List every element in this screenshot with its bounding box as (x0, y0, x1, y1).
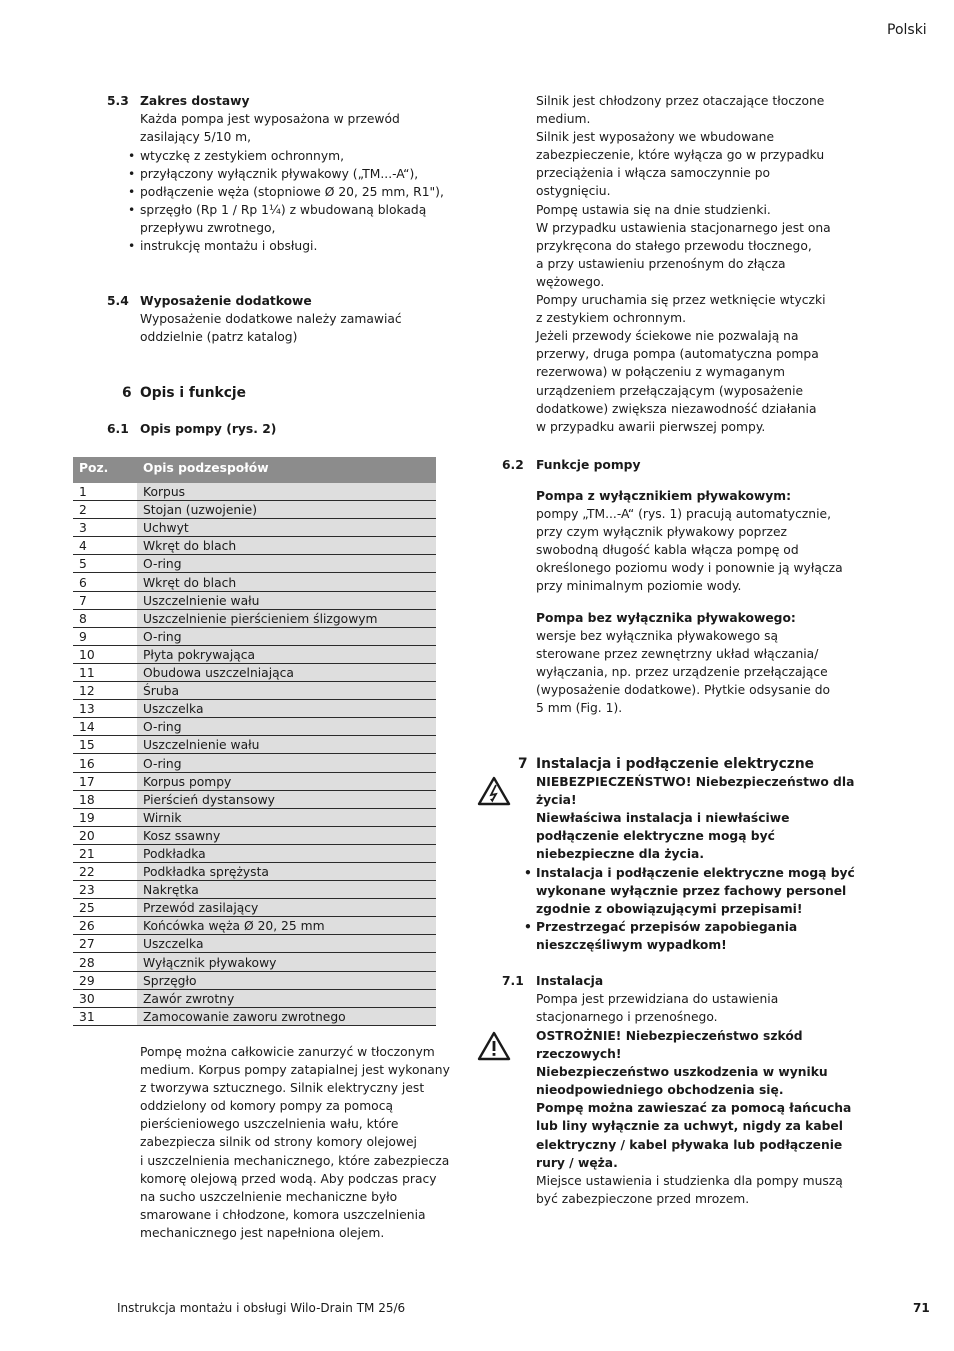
table-header-row (73, 457, 436, 483)
text-line: Każda pompa jest wyposażona w przewód (140, 112, 400, 126)
table-row (73, 989, 436, 1007)
chapter-7-number: 7 (518, 756, 528, 772)
cell-position: 1 (73, 483, 137, 501)
text-line: rezerwowa) w połączeniu z wymaganym (536, 365, 785, 380)
cell-position: 2 (73, 501, 137, 519)
cell-description: Wkręt do blach (137, 573, 436, 591)
text-line: pompy „TM...-A“ (rys. 1) pracują automatycznie, (536, 507, 831, 521)
cell-position: 21 (73, 844, 137, 862)
text-line: Pompy uruchamia się przez wetknięcie wtyczki (536, 293, 826, 308)
cell-position: 5 (73, 555, 137, 573)
footer-title: Instrukcja montażu i obsługi Wilo-Drain TM 25/6 (117, 1301, 406, 1315)
motor-description (536, 92, 831, 436)
text-line: medium. (536, 112, 591, 127)
cell-position: 28 (73, 953, 137, 971)
cell-position: 19 (73, 808, 137, 826)
text-line: oddzielony od komory pompy za pomocą (140, 1099, 394, 1114)
section-5-3-list (140, 147, 444, 256)
cell-position: 6 (73, 573, 137, 591)
cell-description: Uszczelka (137, 700, 436, 718)
table-row (73, 718, 436, 736)
text-line: rury / węża. (536, 1155, 618, 1170)
cell-description: Uszczelka (137, 935, 436, 953)
table-row (73, 591, 436, 609)
table-row (73, 519, 436, 537)
table-row (73, 555, 436, 573)
cell-description: Stojan (uzwojenie) (137, 501, 436, 519)
caution-warning-text (536, 1027, 851, 1172)
text-line: z zestykiem ochronnym. (536, 311, 687, 326)
parts-table (73, 457, 436, 1026)
page-number: 71 (913, 1301, 930, 1315)
text-line: 5 mm (Fig. 1). (536, 701, 623, 716)
table-row (73, 808, 436, 826)
text-line: przerwy, druga pompa (automatyczna pompa (536, 347, 819, 362)
table-row (73, 881, 436, 899)
table-row (73, 645, 436, 663)
frost-protection-text (536, 1172, 843, 1208)
chapter-6-title: Opis i funkcje (140, 385, 246, 401)
text-line: Pompę można całkowicie zanurzyć w tłoczonym (140, 1045, 435, 1059)
cell-description: Uszczelnienie pierścieniem ślizgowym (137, 609, 436, 627)
cell-position: 25 (73, 899, 137, 917)
cell-description: Płyta pokrywająca (137, 645, 436, 663)
cell-description: Zamocowanie zaworu zwrotnego (137, 1007, 436, 1025)
float-switch-text (536, 505, 843, 595)
cell-position: 8 (73, 609, 137, 627)
table-row (73, 953, 436, 971)
column-header-desc: Opis podzespołów (137, 457, 436, 483)
text-line: dodatkowe) zwiększa niezawodność działania (536, 401, 817, 416)
text-line: komorę olejową przed wodą. Aby podczas pracy (140, 1171, 437, 1186)
text-line: nieodpowiedniego obchodzenia się. (536, 1083, 784, 1098)
text-line: Pompa jest przewidziana do ustawienia (536, 992, 779, 1006)
cell-description: Korpus pompy (137, 772, 436, 790)
no-float-switch-subtitle: Pompa bez wyłącznika pływakowego: (536, 611, 796, 625)
cell-description: O-ring (137, 555, 436, 573)
cell-description: Sprzęgło (137, 971, 436, 989)
section-5-4-text (140, 310, 402, 346)
text-line: lub liny wyłącznie za uchwyt, nigdy za kabel (536, 1119, 843, 1134)
text-line: i uszczelnienia mechanicznego, które zabezpiecza (140, 1153, 450, 1168)
table-row (73, 573, 436, 591)
cell-description: Wyłącznik pływakowy (137, 953, 436, 971)
cell-description: Przewód zasilający (137, 899, 436, 917)
text-line: wersje bez wyłącznika pływakowego są (536, 629, 779, 643)
text-line: z tworzywa sztucznego. Silnik elektryczny jest (140, 1081, 425, 1096)
cell-description: Uszczelnienie wału (137, 736, 436, 754)
text-line: przy minimalnym poziomie wody. (536, 579, 742, 594)
cell-position: 15 (73, 736, 137, 754)
cell-position: 31 (73, 1007, 137, 1025)
list-item: • wtyczkę z zestykiem ochronnym, (140, 147, 444, 165)
text-line: urządzeniem przełączającym (wyposażenie (536, 383, 804, 398)
cell-position: 26 (73, 917, 137, 935)
text-line: swobodną długość kabla włącza pompę od (536, 543, 799, 558)
table-row (73, 971, 436, 989)
cell-description: Końcówka węża Ø 20, 25 mm (137, 917, 436, 935)
text-line: Miejsce ustawienia i studzienka dla pompy muszą (536, 1174, 843, 1188)
text-line: zabezpiecza silnik od strony komory olejowej (140, 1135, 417, 1150)
text-line: przykręcona do stałego przewodu tłocznego, (536, 238, 812, 253)
cell-position: 27 (73, 935, 137, 953)
cell-description: Wirnik (137, 808, 436, 826)
cell-position: 11 (73, 663, 137, 681)
table-row (73, 772, 436, 790)
cell-description: Zawór zwrotny (137, 989, 436, 1007)
text-line: określonego poziomu wody i ponownie ją wyłącza (536, 561, 843, 576)
text-line: rzeczowych! (536, 1047, 622, 1062)
cell-description: Śruba (137, 682, 436, 700)
text-line: NIEBEZPIECZEŃSTWO! Niebezpieczeństwo dla (536, 775, 855, 789)
cell-description: Podkładka (137, 844, 436, 862)
text-line: Pompę ustawia się na dnie studzienki. (536, 202, 771, 217)
section-7-1-text (536, 990, 778, 1026)
table-row (73, 700, 436, 718)
table-row (73, 663, 436, 681)
section-5-4-title: Wyposażenie dodatkowe (140, 294, 312, 308)
text-line: Silnik jest chłodzony przez otaczające tłoczone (536, 94, 825, 108)
text-line: podłączenie elektryczne mogą być (536, 829, 775, 844)
cell-position: 30 (73, 989, 137, 1007)
text-line: W przypadku ustawienia stacjonarnego jest ona (536, 220, 831, 235)
text-line: wyłączania, np. przez urządzenie przełączające (536, 665, 828, 680)
cell-description: Pierścień dystansowy (137, 790, 436, 808)
list-item: • podłączenie węża (stopniowe Ø 20, 25 mm, R1"), (140, 183, 444, 201)
section-5-3-intro (140, 110, 400, 146)
text-line: Wyposażenie dodatkowe należy zamawiać (140, 312, 402, 326)
table-row (73, 754, 436, 772)
text-line: mechanicznego jest napełniona olejem. (140, 1225, 385, 1240)
cell-position: 12 (73, 682, 137, 700)
text-line: • Instalacja i podłączenie elektryczne mogą być (536, 866, 855, 880)
cell-position: 23 (73, 881, 137, 899)
text-line: a przy ustawieniu przenośnym do złącza (536, 256, 786, 271)
column-header-pos: Poz. (73, 457, 137, 483)
electrical-danger-icon (477, 776, 511, 806)
list-item: • przyłączony wyłącznik pływakowy („TM...-A“), (140, 165, 444, 183)
text-line: zasilający 5/10 m, (140, 130, 252, 145)
text-line: ostygnięciu. (536, 184, 611, 199)
text-line: Pompę można zawieszać za pomocą łańcucha (536, 1101, 852, 1116)
cell-description: Kosz ssawny (137, 826, 436, 844)
table-row (73, 736, 436, 754)
no-float-switch-text (536, 627, 830, 717)
section-5-4-number: 5.4 (107, 294, 129, 308)
text-line: zgodnie z obowiązującymi przepisami! (536, 902, 803, 917)
table-row (73, 899, 436, 917)
section-6-2-number: 6.2 (502, 458, 524, 472)
cell-position: 17 (73, 772, 137, 790)
cell-description: O-ring (137, 754, 436, 772)
cell-description: Uszczelnienie wału (137, 591, 436, 609)
section-6-2-title: Funkcje pompy (536, 458, 641, 472)
text-line: smarowane i chłodzone, komora uszczelnienia (140, 1207, 426, 1222)
table-row (73, 935, 436, 953)
cell-description: Obudowa uszczelniająca (137, 663, 436, 681)
text-line: Jeżeli przewody ściekowe nie pozwalają na (536, 329, 799, 344)
text-line: na sucho uszczelnienie mechaniczne było (140, 1189, 398, 1204)
cell-description: Korpus (137, 483, 436, 501)
table-row (73, 627, 436, 645)
text-line: przy czym wyłącznik pływakowy poprzez (536, 525, 787, 540)
list-item-continuation: przepływu zwrotnego, (140, 221, 276, 236)
table-row (73, 609, 436, 627)
cell-position: 7 (73, 591, 137, 609)
text-line: w przypadku awarii pierwszej pompy. (536, 419, 766, 434)
danger-bullet-list (536, 864, 855, 954)
cell-position: 22 (73, 862, 137, 880)
cell-description: Wkręt do blach (137, 537, 436, 555)
table-row (73, 1007, 436, 1025)
text-line: Niewłaściwa instalacja i niewłaściwe (536, 811, 790, 826)
table-row (73, 483, 436, 501)
cell-position: 16 (73, 754, 137, 772)
text-line: być zabezpieczone przed mrozem. (536, 1192, 750, 1207)
cell-position: 20 (73, 826, 137, 844)
text-line: przeciążenia i włącza samoczynnie po (536, 166, 771, 181)
text-line: Niebezpieczeństwo uszkodzenia w wyniku (536, 1065, 828, 1080)
text-line: wężowego. (536, 274, 605, 289)
danger-warning-text (536, 773, 854, 863)
text-line: zabezpieczenie, które wyłącza go w przypadku (536, 148, 825, 163)
cell-position: 14 (73, 718, 137, 736)
cell-description: O-ring (137, 718, 436, 736)
table-row (73, 826, 436, 844)
text-line: • Przestrzegać przepisów zapobiegania (536, 920, 798, 935)
section-5-3-number: 5.3 (107, 94, 129, 108)
cell-description: Podkładka sprężysta (137, 862, 436, 880)
table-row (73, 537, 436, 555)
section-6-1-title: Opis pompy (rys. 2) (140, 422, 277, 436)
float-switch-subtitle: Pompa z wyłącznikiem pływakowym: (536, 489, 792, 503)
chapter-7-title: Instalacja i podłączenie elektryczne (536, 756, 815, 772)
text-line: stacjonarnego i przenośnego. (536, 1010, 718, 1025)
chapter-6-number: 6 (122, 385, 132, 401)
cell-position: 13 (73, 700, 137, 718)
list-item: • instrukcję montażu i obsługi. (140, 237, 444, 255)
table-row (73, 862, 436, 880)
cell-position: 9 (73, 627, 137, 645)
language-label: Polski (887, 22, 927, 38)
caution-icon (477, 1031, 511, 1061)
list-item (536, 918, 855, 954)
text-line: Silnik jest wyposażony we wbudowane (536, 130, 775, 145)
section-7-1-title: Instalacja (536, 974, 604, 988)
text-line: elektryczny / kabel pływaka lub podłączenie (536, 1137, 843, 1152)
cell-position: 10 (73, 645, 137, 663)
cell-description: Uchwyt (137, 519, 436, 537)
text-line: wykonane wyłącznie przez fachowy personel (536, 884, 847, 899)
cell-description: Nakrętka (137, 881, 436, 899)
section-7-1-number: 7.1 (502, 974, 524, 988)
text-line: OSTROŻNIE! Niebezpieczeństwo szkód (536, 1029, 803, 1043)
list-item: • sprzęgło (Rp 1 / Rp 1¼) z wbudowaną blokadą (140, 201, 444, 219)
pump-description (140, 1043, 450, 1242)
table-row (73, 844, 436, 862)
cell-description: O-ring (137, 627, 436, 645)
cell-position: 4 (73, 537, 137, 555)
text-line: medium. Korpus pompy zatapialnej jest wykonany (140, 1063, 450, 1078)
section-6-1-number: 6.1 (107, 422, 129, 436)
text-line: nieszczęśliwym wypadkom! (536, 938, 727, 953)
table-row (73, 790, 436, 808)
cell-position: 29 (73, 971, 137, 989)
list-item (536, 864, 855, 918)
parts-table-body (73, 483, 436, 1025)
text-line: pierścieniowego uszczelnienia wału, które (140, 1117, 399, 1132)
section-5-3-title: Zakres dostawy (140, 94, 250, 108)
table-row (73, 917, 436, 935)
text-line: oddzielnie (patrz katalog) (140, 330, 298, 345)
cell-position: 18 (73, 790, 137, 808)
text-line: życia! (536, 793, 577, 808)
text-line: niebezpieczne dla życia. (536, 847, 705, 862)
text-line: sterowane przez zewnętrzny układ włączania/ (536, 647, 819, 662)
text-line: (wyposażenie dodatkowe). Płytkie odsysanie do (536, 683, 831, 698)
cell-position: 3 (73, 519, 137, 537)
table-row (73, 682, 436, 700)
table-row (73, 501, 436, 519)
